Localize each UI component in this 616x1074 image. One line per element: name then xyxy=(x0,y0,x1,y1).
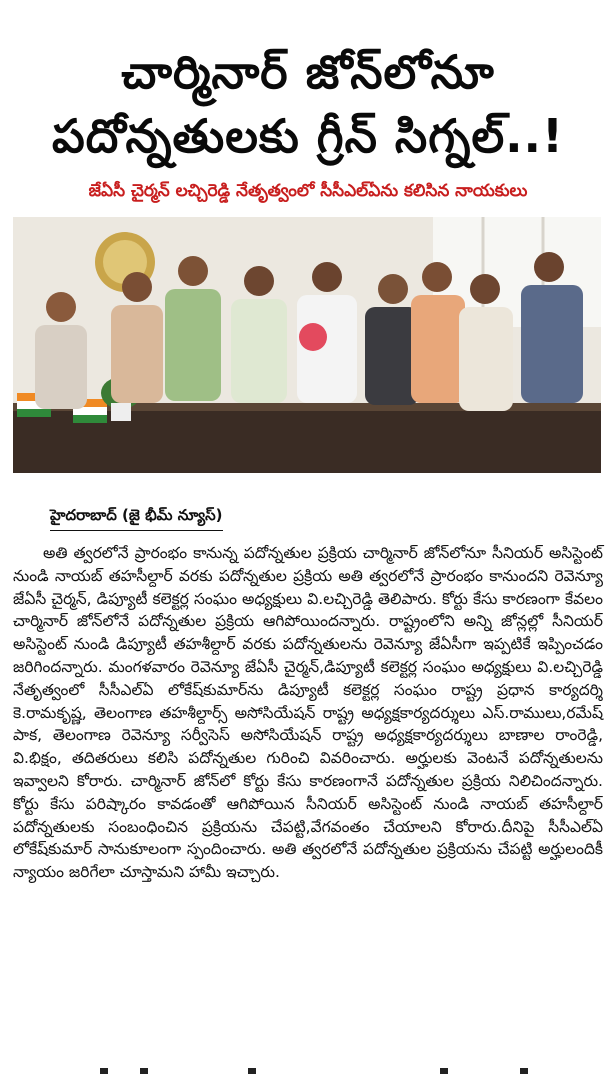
headline-line-2: పదోన్నతులకు గ్రీన్ సిగ్నల్..! xyxy=(51,109,565,163)
headline-line-1: చార్మినార్ జోన్‌లోనూ xyxy=(121,45,495,99)
article-body: అతి త్వరలోనే ప్రారంభం కానున్న పదోన్నతుల ప్రక్రియ చార్మినార్ జోన్‌లోనూ సీనియర్ అసిస్టెంట్ నుండి నాయబ్ తహసీల్దార్ వరకు పదోన్నతుల ప్రక్రియ అతి త్వరలోనే ప్రారంభం కానుందని రెవెన్యూ జేఏసీ చైర్మన్, డిప్యూటీ కలెక్టర్ల సంఘం అధ్యక్షులు వి.లచ్చిరెడ్డి తెలిపారు. కోర్టు కేసు కారణంగా కేవలం చార్మినార్ జోన్‌లోనే పదోన్నతుల ప్రక్రియ ఆగిపోయిందన్నారు. రాష్ట్రంలోని అన్ని జోన్లల్లో సీనియర్ అసిస్టెంట్ నుండి డిప్యూటీ తహశీల్దార్ వరకు పదోన్నతులను రెవెన్యూ జేఏసీగా ఇప్పటికే ఇప్పించడం జరిగిందన్నారు. మంగళవారం రెవెన్యూ జేఏసీ చైర్మన్,డిప్యూటీ కలెక్టర్ల సంఘం అధ్యక్షులు వి.లచ్చిరెడ్డి నేతృత్వంలో సీసీఎల్ఏ లోకేష్‌కుమార్‌ను డిప్యూటీ కలెక్టర్ల సంఘం రాష్ట్ర ప్రధాన కార్యదర్శి కె.రామకృష్ణ, తెలంగాణ తహశీల్దార్స్ అసోసియేషన్ రాష్ట్ర అధ్యక్షకార్యదర్శులు ఎస్.రాములు,రమేష్ పాక, తెలంగాణ రెవెన్యూ సర్వీసెస్ అసోసియేషన్ రాష్ట్ర అధ్యక్షకార్యదర్శులు బాణాల రాంరెడ్డి, వి.భిక్షం, తదితరులు కలిసి పదోన్నతుల గురించి వివరించారు. అర్హులకు వెంటనే పదోన్నతులను ఇవ్వాలని కోరారు. చార్మినార్ జోన్‌లో కోర్టు కేసు కారణంగానే పదోన్నతుల ప్రక్రియ నిలిచిందన్నారు. కోర్టు కేసు పరిష్కారం కావడంతో ఆగిపోయిన సీనియర్ అసిస్టెంట్ నుండి నాయబ్ తహసీల్దార్ పదోన్నతులకు సంబంధించిన ప్రక్రియను చేపట్టి,వేగవంతం చేయాలని కోరారు.దీనిపై సీసీఎల్ఏ లోకేష్‌కుమార్ సానుకూలంగా స్పందించారు. అతి త్వరలోనే పదోన్నతుల ప్రక్రియను చేపట్టి అర్హులందికీ న్యాయం జరిగేలా చూస్తామని హామీ ఇచ్చారు. xyxy=(13,544,603,882)
headline xyxy=(0,40,616,168)
footer-decoration xyxy=(0,1066,616,1074)
subheadline: జేఏసీ చైర్మన్ లచ్చిరెడ్డి నేతృత్వంలో సీసీఎల్ఏను కలిసిన నాయకులు xyxy=(88,181,528,201)
news-photo xyxy=(13,217,601,473)
dateline: హైదరాబాద్ (జై భీమ్ న్యూస్) xyxy=(50,506,223,531)
